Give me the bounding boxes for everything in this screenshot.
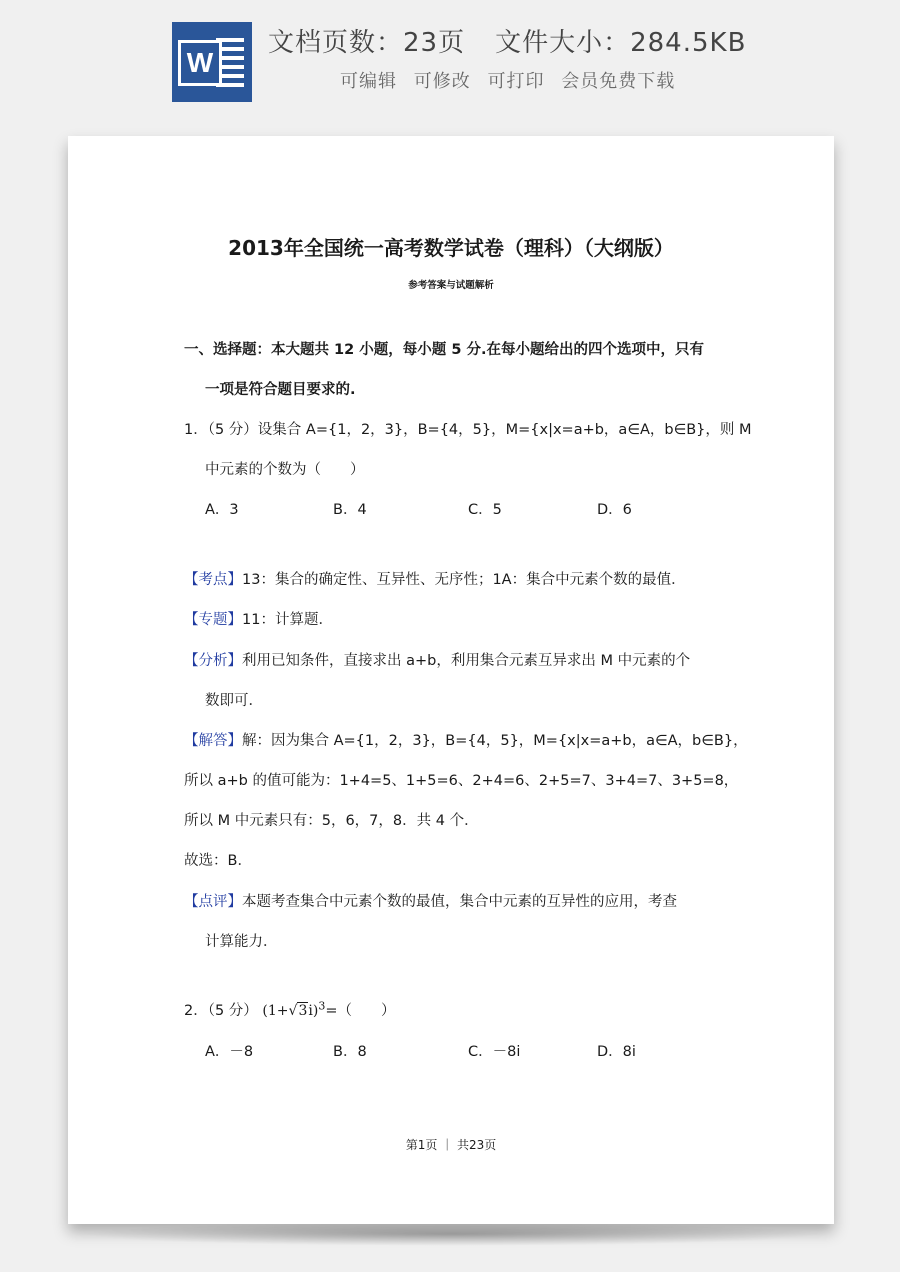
q1-option-c: C．5 bbox=[468, 502, 502, 518]
q2-prefix: 2．（5 分） bbox=[184, 1003, 258, 1019]
document-subtitle: 参考答案与试题解析 bbox=[408, 280, 494, 291]
section-heading-line1: 一、选择题：本大题共 12 小题，每小题 5 分.在每小题给出的四个选项中，只有 bbox=[184, 342, 704, 358]
q2-option-b: B．8 bbox=[333, 1044, 367, 1060]
q2-expr-i: i) bbox=[308, 1003, 319, 1019]
dianping-line2: 计算能力． bbox=[205, 934, 278, 950]
page-footer: 第1页 ｜ 共23页 bbox=[405, 1138, 497, 1152]
q2-expr-open: (1+ bbox=[262, 1003, 289, 1019]
feature-modifiable: 可修改 bbox=[413, 71, 471, 92]
file-info-title bbox=[268, 22, 746, 59]
fenxi-tag: 【分析】 bbox=[184, 653, 242, 669]
q1-option-b: B．4 bbox=[333, 502, 367, 518]
q2-option-a: A．－8 bbox=[205, 1044, 254, 1060]
zhuanti-line bbox=[184, 608, 333, 629]
zhuanti-text: 11：计算题． bbox=[242, 612, 333, 628]
fenxi-line2: 数即可． bbox=[205, 693, 263, 709]
zhuanti-tag: 【专题】 bbox=[184, 612, 242, 628]
dianping-text-1: 本题考查集合中元素个数的最值，集合中元素的互异性的应用，考查 bbox=[242, 894, 677, 910]
q2-expr-exponent: 3 bbox=[318, 999, 326, 1013]
jieda-tag: 【解答】 bbox=[184, 733, 242, 749]
dianping-tag: 【点评】 bbox=[184, 894, 242, 910]
fenxi-text-1: 利用已知条件，直接求出 a+b，利用集合元素互异求出 M 中元素的个 bbox=[242, 653, 691, 669]
word-document-icon bbox=[172, 22, 252, 102]
word-logo-letter: W bbox=[178, 40, 222, 86]
question-1-line1: 1．（5 分）设集合 A={1，2，3}，B={4，5}，M={x|x=a+b，a∈A，b∈B}，则 M bbox=[184, 422, 752, 438]
dianping-line1 bbox=[184, 890, 677, 911]
feature-list bbox=[340, 67, 685, 93]
file-size: 文件大小：284.5KB bbox=[495, 28, 747, 58]
question-2-line bbox=[184, 999, 395, 1020]
q1-option-d: D．6 bbox=[597, 502, 632, 518]
jieda-line2: 所以 a+b 的值可能为：1+4=5、1+5=6、2+4=6、2+5=7、3+4=7、3+5=8， bbox=[184, 773, 739, 789]
q2-option-c: C．－8i bbox=[468, 1044, 521, 1060]
kaodian-line bbox=[184, 568, 686, 589]
q2-expr-radicand: 3 bbox=[298, 1003, 308, 1019]
page-count: 文档页数：23页 bbox=[268, 28, 466, 58]
paper-shadow bbox=[80, 1222, 824, 1246]
q2-expression bbox=[262, 999, 326, 1019]
kaodian-text: 13：集合的确定性、互异性、无序性；1A：集合中元素个数的最值． bbox=[242, 572, 686, 588]
jieda-line3: 所以 M 中元素只有：5，6，7，8．共 4 个． bbox=[184, 813, 479, 829]
section-heading-line2: 一项是符合题目要求的. bbox=[205, 382, 356, 398]
feature-editable: 可编辑 bbox=[340, 71, 397, 92]
banner-header bbox=[0, 0, 900, 120]
q1-option-a: A．3 bbox=[205, 502, 239, 518]
feature-printable: 可打印 bbox=[487, 71, 545, 92]
jieda-line4: 故选：B． bbox=[184, 853, 252, 869]
document-title: 2013年全国统一高考数学试卷（理科）（大纲版） bbox=[228, 236, 674, 260]
feature-member-download: 会员免费下载 bbox=[561, 71, 676, 92]
fenxi-line1 bbox=[184, 649, 690, 670]
jieda-line1 bbox=[184, 729, 748, 750]
q2-suffix: =（ ） bbox=[325, 1003, 396, 1019]
q2-option-d: D．8i bbox=[597, 1044, 636, 1060]
kaodian-tag: 【考点】 bbox=[184, 572, 242, 588]
question-1-line2: 中元素的个数为（ ） bbox=[205, 462, 365, 478]
document-page bbox=[68, 136, 834, 1224]
jieda-text-1: 解：因为集合 A={1，2，3}，B={4，5}，M={x|x=a+b，a∈A，b∈B}， bbox=[242, 733, 748, 749]
sqrt-symbol: √ bbox=[288, 1003, 298, 1019]
